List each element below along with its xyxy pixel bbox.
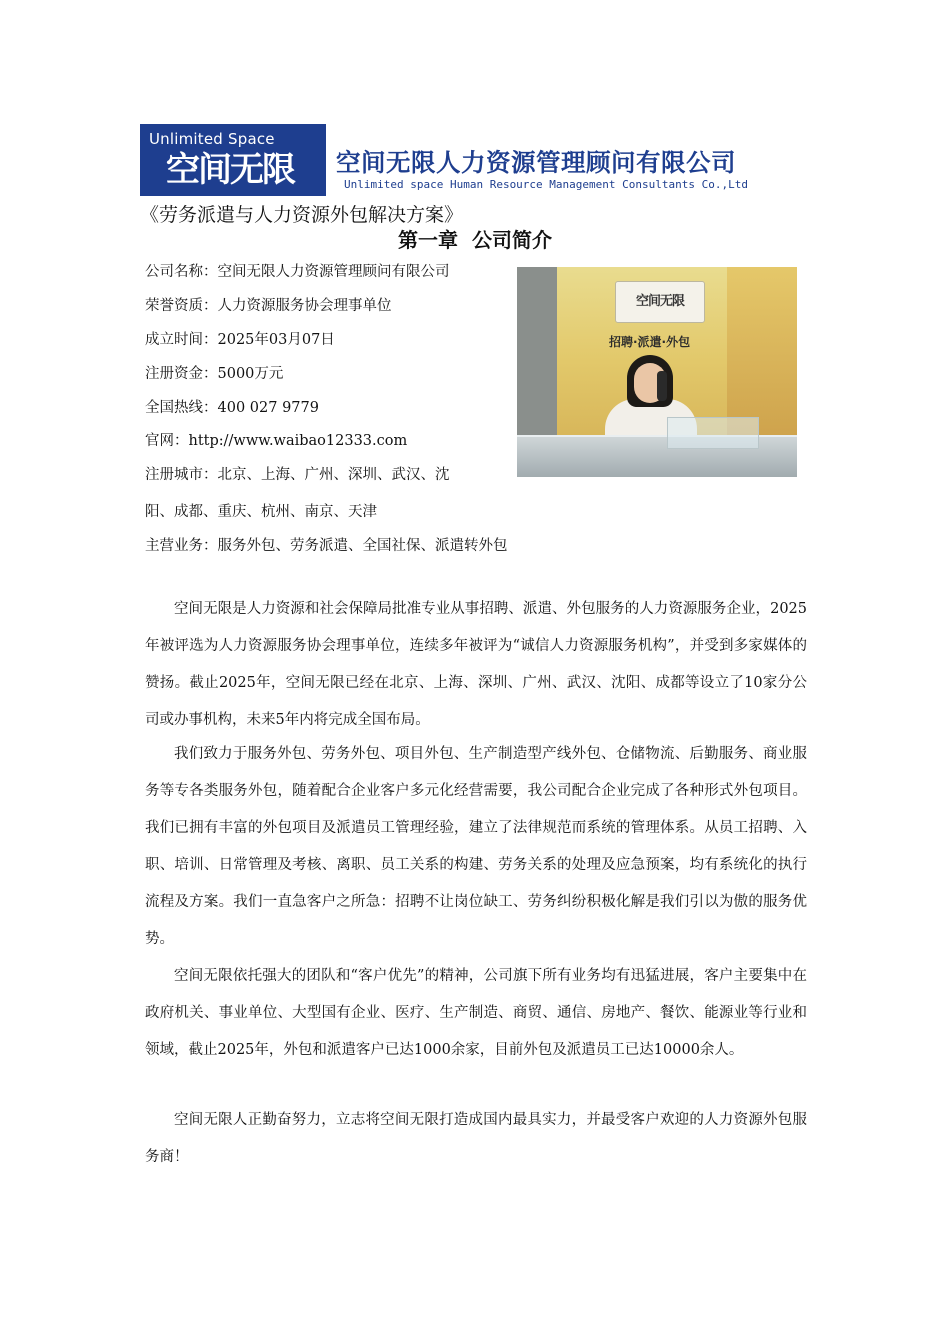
photo-logo-sign: 空间无限 — [615, 281, 705, 323]
chapter-heading: 第一章 公司简介 — [398, 228, 552, 252]
info-business: 主营业务：服务外包、劳务派遣、全国社保、派遣转外包 — [145, 538, 508, 554]
desk-glass-panel — [667, 417, 759, 449]
info-cities-line1: 注册城市：北京、上海、广州、深圳、武汉、沈 — [145, 467, 450, 483]
header-banner — [140, 124, 780, 196]
info-founded-date: 成立时间：2025年03月07日 — [145, 332, 335, 348]
company-name-en: Unlimited space Human Resource Management Consultants Co.,Ltd — [344, 178, 748, 191]
info-cities-line2: 阳、成都、重庆、杭州、南京、天津 — [145, 504, 377, 520]
info-website: 官网：http://www.waibao12333.com — [145, 433, 408, 449]
paragraph-vision: 空间无限人正勤奋努力，立志将空间无限打造成国内最具实力，并最受客户欢迎的人力资源外包服务商！ — [145, 1112, 807, 1165]
reception-photo — [517, 267, 797, 477]
paragraph-clients: 空间无限依托强大的团队和“客户优先”的精神，公司旗下所有业务均有迅猛进展，客户主要集中在政府机关、事业单位、大型国有企业、医疗、生产制造、商贸、通信、房地产、餐饮、能源业等行业和领域，截止2025年，外包和派遣客户已达1000余家，目前外包及派遣员工已达10000余人。 — [145, 968, 807, 1058]
paragraph-services: 我们致力于服务外包、劳务外包、项目外包、生产制造型产线外包、仓储物流、后勤服务、商业服务等专各类服务外包，随着配合企业客户多元化经营需要，我公司配合企业完成了各种形式外包项目。我们已拥有丰富的外包项目及派遣员工管理经验，建立了法律规范而系统的管理体系。从员工招聘、入职、培训、日常管理及考核、离职、员工关系的构建、劳务关系的处理及应急预案，均有系统化的执行流程及方案。我们一直急客户之所急：招聘不让岗位缺工、劳务纠纷积极化解是我们引以为傲的服务优势。 — [145, 746, 807, 947]
logo-text-cn: 空间无限 — [166, 150, 294, 190]
company-logo — [140, 124, 326, 196]
info-company-name: 公司名称：空间无限人力资源管理顾问有限公司 — [145, 264, 450, 280]
telephone-handset — [657, 371, 667, 401]
company-name-cn: 空间无限人力资源管理顾问有限公司 — [336, 148, 736, 177]
photo-slogan: 招聘·派遣·外包 — [609, 335, 691, 349]
paragraph-intro: 空间无限是人力资源和社会保障局批准专业从事招聘、派遣、外包服务的人力资源服务企业，2025年被评选为人力资源服务协会理事单位，连续多年被评为“诚信人力资源服务机构”，并受到多家媒体的赞扬。截止2025年，空间无限已经在北京、上海、深圳、广州、武汉、沈阳、成都等设立了10家分公司或办事机构，未来5年内将完成全国布局。 — [145, 601, 807, 728]
logo-text-en: Unlimited Space — [149, 130, 275, 148]
info-hotline: 全国热线：400 027 9779 — [145, 400, 319, 416]
info-capital: 注册资金：5000万元 — [145, 366, 284, 382]
info-honor: 荣誉资质：人力资源服务协会理事单位 — [145, 298, 392, 314]
document-title: 《劳务派遣与人力资源外包解决方案》 — [140, 204, 464, 226]
